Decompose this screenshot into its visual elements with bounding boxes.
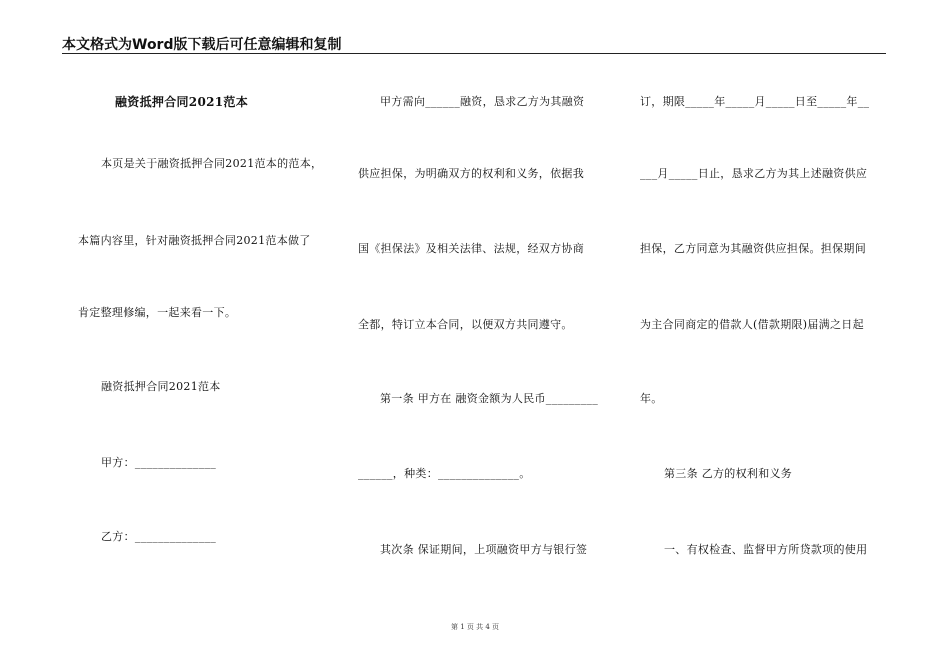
paragraph-line: ______，种类：______________。 [358, 467, 531, 480]
paragraph-line: 本篇内容里，针对融资抵押合同2021范本做了 [78, 234, 311, 247]
clause-one-line: 第一条 甲方在 融资金额为人民币_________ [380, 392, 598, 405]
paragraph-line: 本页是关于融资抵押合同2021范本的范本， [101, 157, 323, 170]
paragraph-line: 全都，特订立本合同，以便双方共同遵守。 [358, 318, 573, 331]
header-divider [62, 53, 886, 54]
paragraph-line: 国《担保法》及相关法律、法规，经双方协商 [358, 242, 584, 255]
paragraph-line: 为主合同商定的借款人(借款期限)届满之日起 [640, 318, 864, 331]
paragraph-line: 订，期限_____年_____月_____日至_____年__ [640, 95, 870, 108]
paragraph-line: 肯定整理修编，一起来看一下。 [78, 306, 237, 319]
paragraph-line: 担保，乙方同意为其融资供应担保。担保期间 [640, 242, 866, 255]
paragraph-line: 年。 [640, 392, 663, 405]
clause-three-heading: 第三条 乙方的权利和义务 [664, 467, 793, 480]
paragraph-line: 融资抵押合同2021范本 [101, 380, 221, 393]
clause-two-line: 其次条 保证期间，上项融资甲方与银行签 [380, 543, 588, 556]
paragraph-line: 甲方需向______融资，恳求乙方为其融资 [380, 95, 585, 108]
page-number: 第 1 页 共 4 页 [450, 623, 500, 631]
party-a-field: 甲方：______________ [101, 456, 217, 469]
paragraph-line: ___月_____日止，恳求乙方为其上述融资供应 [640, 167, 868, 180]
paragraph-line: 一、有权检查、监督甲方所贷款项的使用 [664, 543, 868, 556]
party-b-field: 乙方：______________ [101, 530, 217, 543]
document-header: 本文格式为Word版下载后可任意编辑和复制 [62, 37, 342, 53]
document-title: 融资抵押合同2021范本 [115, 95, 248, 109]
paragraph-line: 供应担保，为明确双方的权利和义务，依据我 [358, 167, 584, 180]
